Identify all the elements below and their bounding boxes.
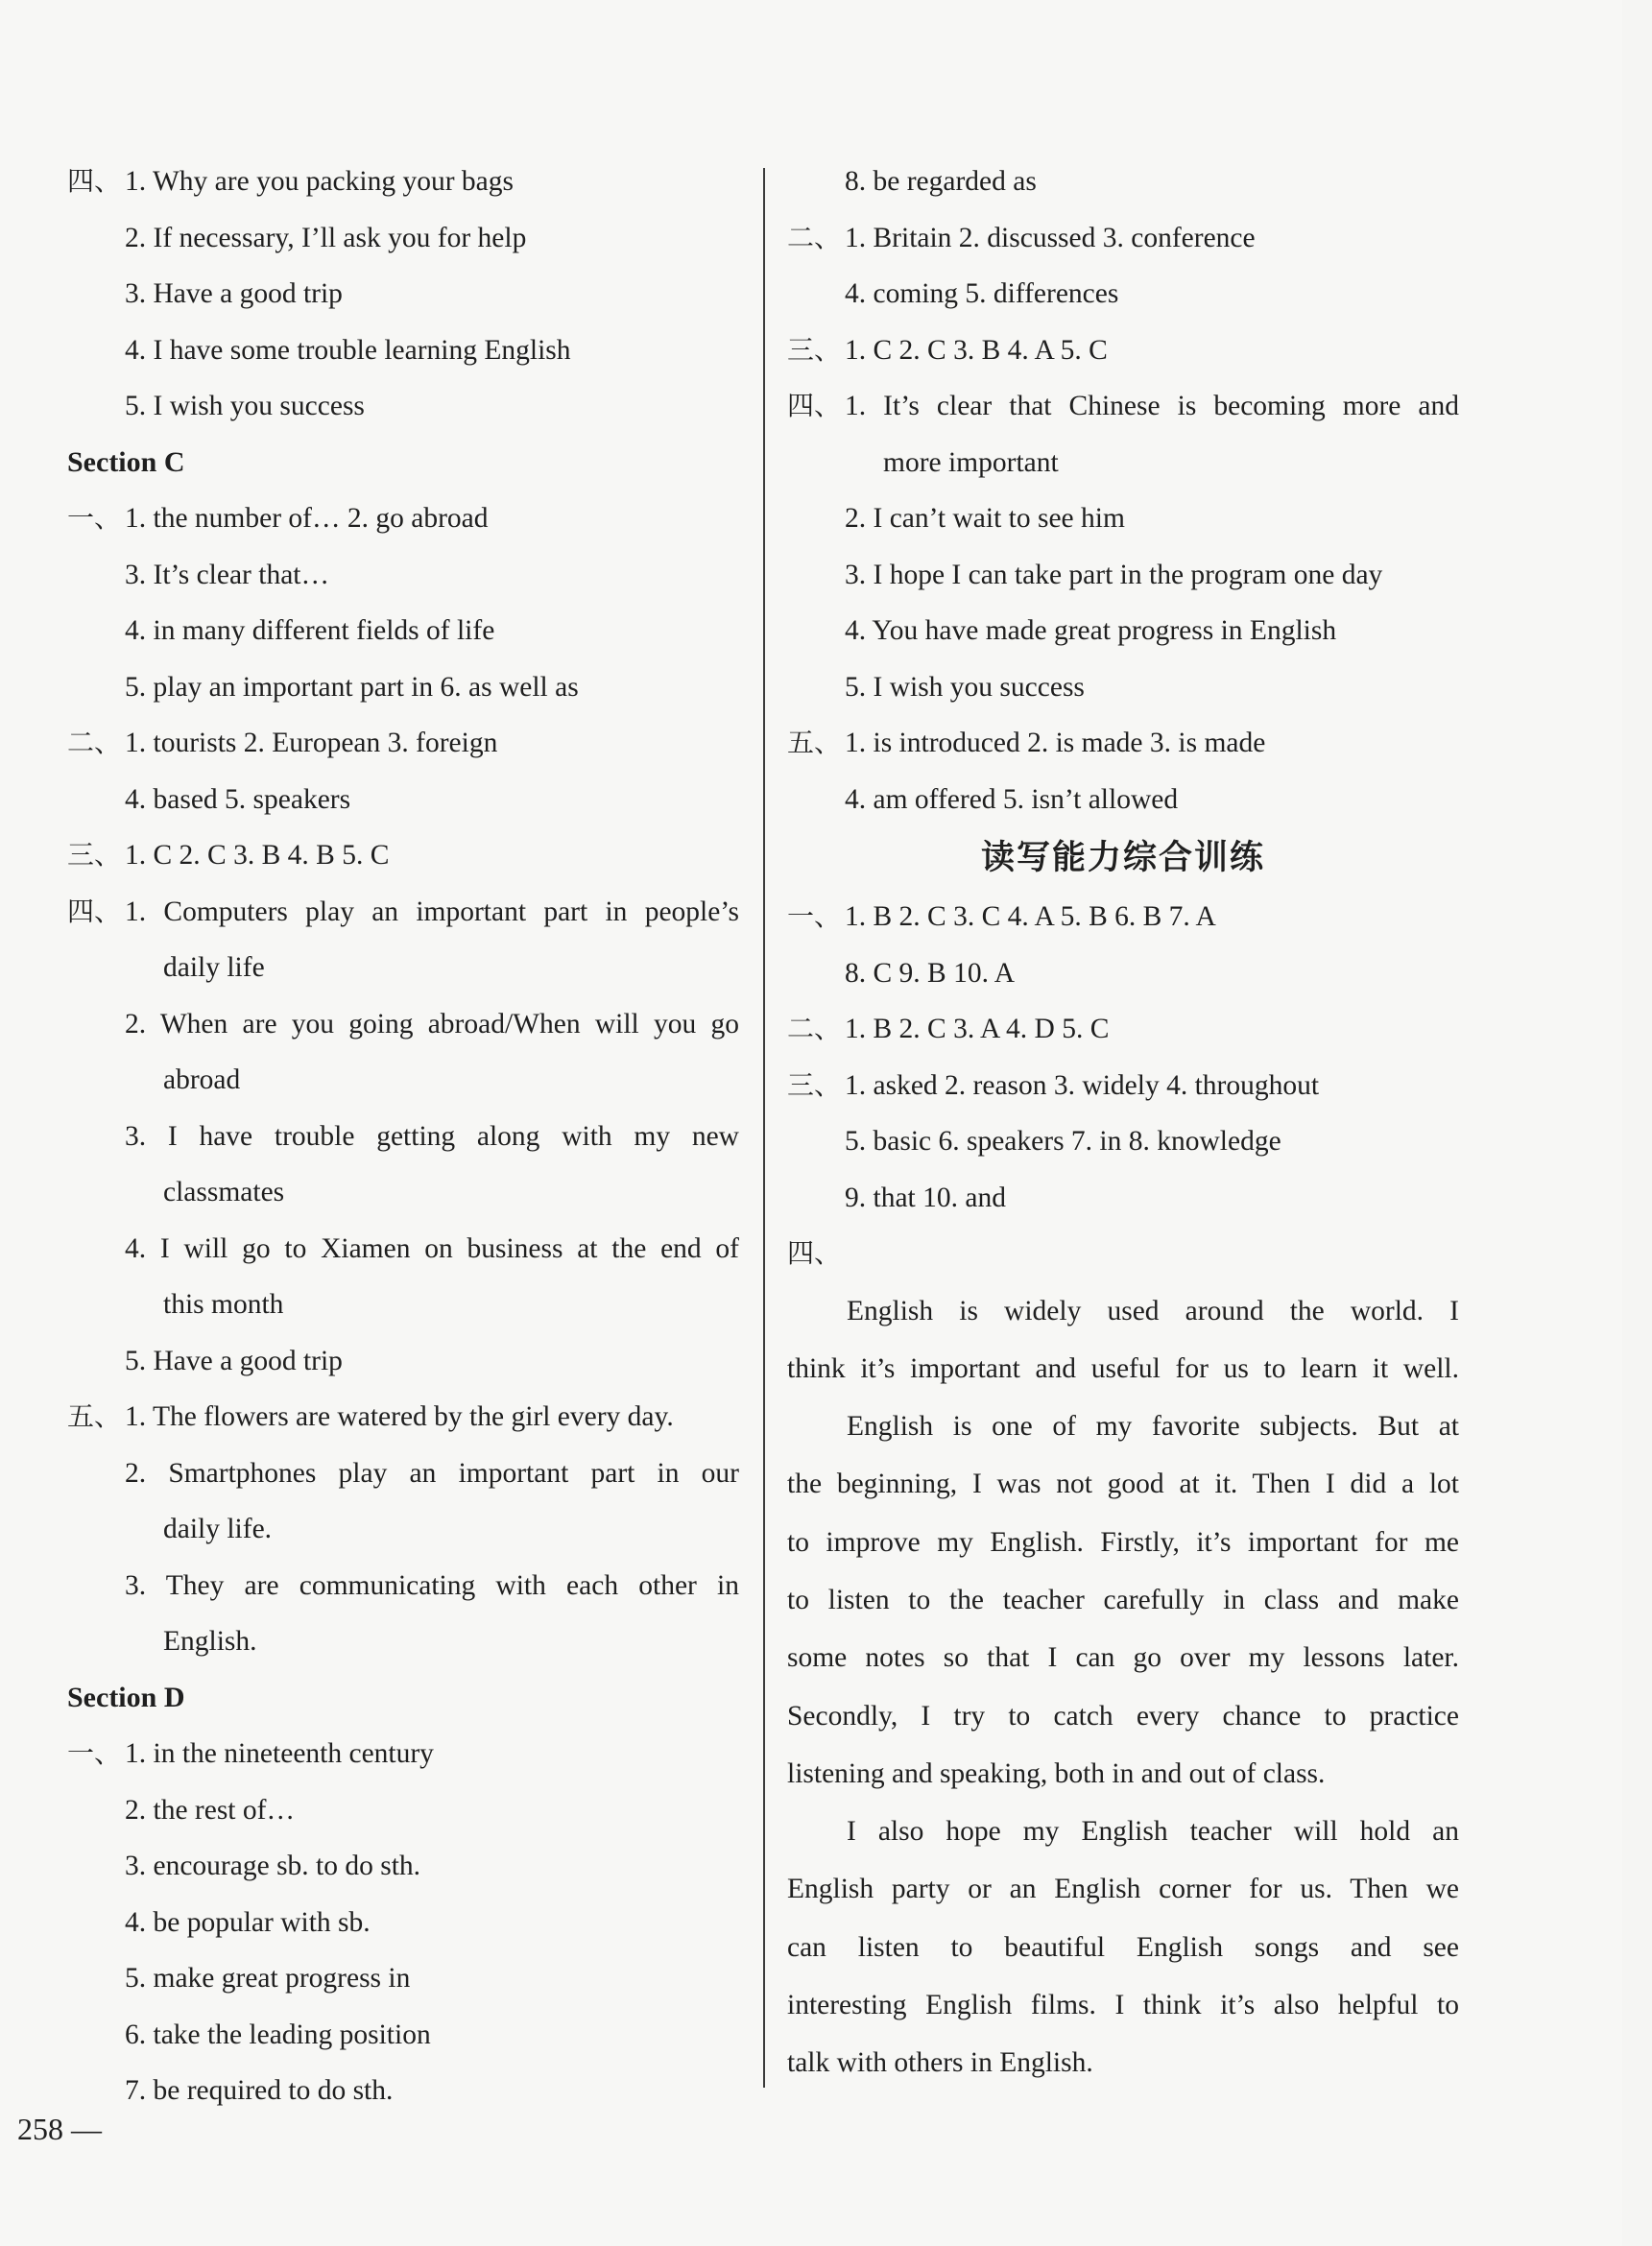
answer-text: more important [883,446,1059,478]
answer-line [67,996,739,1053]
answer-text: 2. When are you going abroad/When will you go [125,1008,739,1039]
answer-line [787,1001,1459,1058]
answer-line [67,1446,739,1502]
answer-line [787,378,1459,435]
answer-line [67,1164,739,1221]
answer-line [67,1782,739,1839]
answer-text: 1. Why are you packing your bags [125,166,514,197]
answer-text: 4. I will go to Xiamen on business at the end of [125,1232,739,1264]
answer-text: this month [163,1289,284,1320]
answer-line [67,1277,739,1333]
column-divider [763,168,765,2088]
answer-line [67,547,739,604]
answer-line [67,827,739,884]
answer-line [787,715,1459,772]
question-group-marker: 四、 [67,165,122,197]
answer-line [787,547,1459,604]
question-group-marker: 四、 [67,895,122,927]
answer-text: 1. is introduced 2. is made 3. is made [845,728,1266,758]
essay-line [787,1976,1459,2034]
essay-line [787,1803,1459,1860]
answer-line [67,1558,739,1614]
essay-line [787,1687,1459,1745]
answer-text: 6. take the leading position [125,2019,431,2050]
answer-line [787,1226,1459,1282]
essay-line [787,1629,1459,1686]
answer-line [787,1113,1459,1170]
essay-line [787,1282,1459,1340]
answer-line [67,1221,739,1278]
section-heading-chinese: 读写能力综合训练 [980,839,1265,877]
answer-text: classmates [163,1177,285,1207]
answer-text: 1. B 2. C 3. A 4. D 5. C [845,1014,1110,1044]
essay-line [787,2034,1459,2091]
question-group-marker: 一、 [67,1737,122,1769]
answer-line [787,266,1459,323]
answer-line [67,603,739,659]
answer-line [67,1501,739,1558]
answer-text: 1. Britain 2. discussed 3. conference [845,222,1256,253]
right-column [787,154,1459,2092]
question-group-marker: 三、 [787,333,842,366]
essay-text: the beginning, I was not good at it. Then I did a lot [787,1469,1459,1500]
answer-text: 4. in many different fields of life [125,615,495,646]
answer-text: 3. encourage sb. to do sth. [125,1851,421,1881]
answer-text: 1. Computers play an important part in people’s [125,896,739,927]
answer-line [67,1838,739,1895]
answer-line [67,884,739,941]
question-group-marker: 三、 [787,1068,842,1101]
question-group-marker: 四、 [787,1237,842,1269]
answer-line [787,659,1459,716]
answer-text: daily life [163,952,265,983]
answer-text: 5. make great progress in [125,1963,411,1994]
answer-line [67,772,739,828]
answer-line [787,945,1459,1002]
answer-line [67,210,739,267]
answer-text: 3. Have a good trip [125,278,343,309]
answer-text: English. [163,1626,257,1657]
answer-line [67,1895,739,1951]
essay-text: can listen to beautiful English songs and see [787,1931,1459,1963]
answer-line [67,2063,739,2119]
answer-line [67,2007,739,2064]
answer-line [67,1950,739,2007]
answer-text: 2. the rest of… [125,1794,295,1826]
essay-text: some notes so that I can go over my lessons later. [787,1642,1459,1674]
answer-text: 5. play an important part in 6. as well as [125,671,579,703]
question-group-marker: 一、 [787,900,842,932]
essay-text: think it’s important and useful for us to learn it well. [787,1352,1459,1384]
answer-text: 2. If necessary, I’ll ask you for help [125,222,527,253]
essay-text: Secondly, I try to catch every chance to practice [787,1700,1459,1732]
essay-line [787,1860,1459,1918]
answer-text: 4. be popular with sb. [125,1906,371,1938]
answer-text: 5. Have a good trip [125,1345,343,1376]
answer-text: 4. am offered 5. isn’t allowed [845,783,1179,815]
answer-line [67,1052,739,1109]
answer-line [67,490,739,547]
answer-line [67,1613,739,1670]
answer-text: 1. The flowers are watered by the girl every day. [125,1401,674,1432]
question-group-marker: 二、 [67,727,122,758]
answer-text: 2. Smartphones play an important part in our [125,1457,739,1489]
section-title: Section D [67,1681,185,1713]
answer-text: 5. basic 6. speakers 7. in 8. knowledge [845,1126,1281,1157]
essay-text: interesting English films. I think it’s also helpful to [787,1990,1459,2021]
question-group-marker: 二、 [787,1013,842,1044]
answer-text: 3. It’s clear that… [125,559,329,590]
answer-text: 8. be regarded as [845,166,1037,197]
essay-text: I also hope my English teacher will hold an [847,1816,1459,1848]
answer-text: 4. coming 5. differences [845,278,1119,309]
answer-line [787,490,1459,547]
answer-line [67,1333,739,1390]
page-number: 258 — [17,2112,102,2146]
answer-text: 1. C 2. C 3. B 4. B 5. C [125,840,390,871]
essay-text: English party or an English corner for us. Then we [787,1874,1459,1905]
answer-text: 4. You have made great progress in English [845,615,1337,646]
essay-line [787,1745,1459,1803]
answer-line [67,154,739,210]
answer-text: 8. C 9. B 10. A [845,957,1016,989]
answer-line [67,940,739,996]
essay-text: English is one of my favorite subjects. But at [847,1411,1459,1443]
essay-line [787,1919,1459,1976]
answer-line [67,1389,739,1446]
answer-text: daily life. [163,1514,273,1544]
answer-text: 5. I wish you success [125,391,365,421]
essay-line [787,1340,1459,1398]
answer-text: 1. tourists 2. European 3. foreign [125,728,498,758]
answer-line [67,323,739,379]
section-heading [67,1670,739,1727]
answer-text: 3. I have trouble getting along with my new [125,1120,739,1152]
answer-line [67,715,739,772]
essay-text: English is widely used around the world. I [847,1295,1459,1326]
answer-line [787,435,1459,491]
answer-text: 5. I wish you success [845,671,1085,703]
answer-text: 4. based 5. speakers [125,783,351,815]
answer-text: 1. asked 2. reason 3. widely 4. throughout [845,1069,1320,1101]
answer-text: 1. the number of… 2. go abroad [125,503,489,534]
answer-text: 9. that 10. and [845,1182,1006,1213]
answer-text: 1. in the nineteenth century [125,1738,434,1769]
question-group-marker: 五、 [67,1400,122,1432]
answer-text: 1. It’s clear that Chinese is becoming more and [845,391,1459,421]
essay-line [787,1455,1459,1513]
answer-line [67,266,739,323]
answer-line [67,378,739,435]
answer-text: 7. be required to do sth. [125,2075,394,2106]
answer-line [787,154,1459,210]
essay-line [787,1514,1459,1571]
answer-text: 3. I hope I can take part in the program one day [845,559,1383,590]
section-title: Section C [67,445,185,478]
left-column [67,154,739,2119]
section-heading [67,435,739,491]
answer-line [787,1170,1459,1227]
answer-text: 1. C 2. C 3. B 4. A 5. C [845,334,1108,366]
essay-text: talk with others in English. [787,2047,1093,2079]
essay-line [787,1571,1459,1629]
question-group-marker: 三、 [67,839,122,871]
answer-text: 1. B 2. C 3. C 4. A 5. B 6. B 7. A [845,901,1216,932]
answer-line [67,1109,739,1165]
essay-text: to listen to the teacher carefully in class and make [787,1584,1459,1615]
question-group-marker: 四、 [787,390,842,421]
answer-line [787,772,1459,828]
answer-text: 3. They are communicating with each other in [125,1569,739,1601]
answer-line [787,889,1459,945]
answer-text: 2. I can’t wait to see him [845,503,1125,534]
question-group-marker: 一、 [67,502,122,534]
answer-line [787,210,1459,267]
answer-line [67,1726,739,1782]
essay-line [787,1398,1459,1455]
question-group-marker: 五、 [787,727,842,758]
answer-line [787,323,1459,379]
answer-line [67,659,739,716]
answer-text: abroad [163,1064,241,1095]
answer-text: 4. I have some trouble learning English [125,334,571,366]
essay-text: to improve my English. Firstly, it’s important for me [787,1526,1459,1558]
essay-text: listening and speaking, both in and out of class. [787,1757,1326,1789]
answer-line [787,1058,1459,1114]
answer-line [787,603,1459,659]
question-group-marker: 二、 [787,221,842,253]
